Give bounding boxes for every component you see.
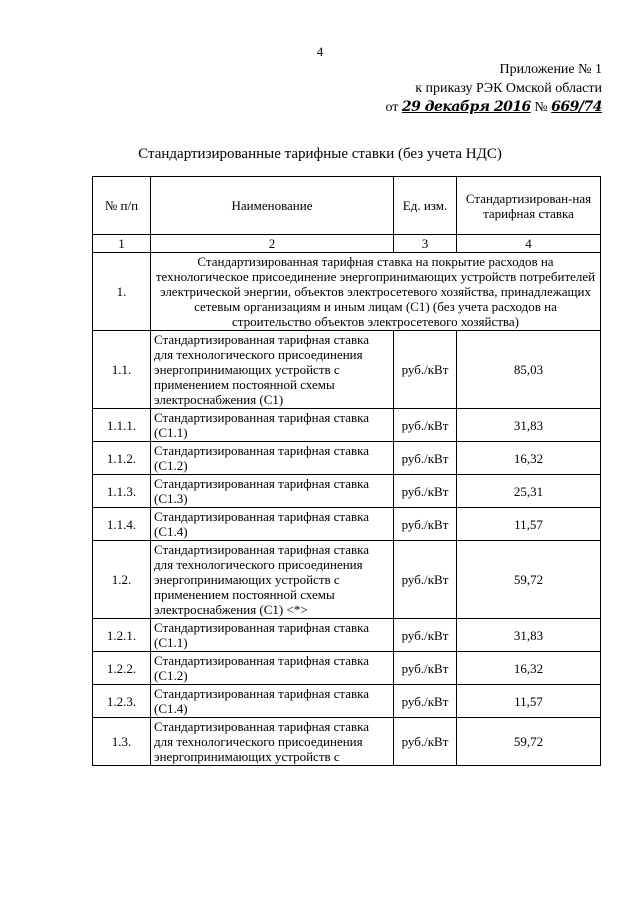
column-number-row — [93, 235, 601, 253]
row-value: 85,03 — [457, 331, 601, 409]
row-num: 1.1.4. — [93, 508, 151, 541]
row-value: 11,57 — [457, 685, 601, 718]
section-text: Стандартизированная тарифная ставка на покрытие расходов на технологическое присоединение энергопринимающих устройств потребителей электрической энергии, объектов электросетевого хозяйства, принадлежащих сетевым организациям и иным лицам (С1) (без учета расходов на строительство объектов электросетевого хозяйства) — [151, 253, 601, 331]
page-number: 4 — [316, 44, 324, 59]
row-num: 1.3. — [93, 718, 151, 766]
handwritten-date: 29 декабря 2016 — [401, 99, 531, 115]
header-unit: Ед. изм. — [394, 177, 457, 235]
row-unit: руб./кВт — [394, 409, 457, 442]
table-row — [93, 475, 601, 508]
column-number: 3 — [394, 235, 457, 253]
row-num: 1.2.3. — [93, 685, 151, 718]
row-num: 1.2.2. — [93, 652, 151, 685]
row-unit: руб./кВт — [394, 652, 457, 685]
table-header-row — [93, 177, 601, 235]
row-unit: руб./кВт — [394, 442, 457, 475]
row-value: 16,32 — [457, 442, 601, 475]
table-row — [93, 652, 601, 685]
section-num: 1. — [93, 253, 151, 331]
tariff-table — [92, 176, 601, 766]
header-value: Стандартизирован-ная тарифная ставка — [457, 177, 601, 235]
handwritten-order-number: 669/74 — [551, 99, 602, 115]
row-name: Стандартизированная тарифная ставка для технологического присоединения энергопринимающих устройств с применением постоянной схемы электроснабжения (С1) — [151, 331, 394, 409]
row-unit: руб./кВт — [394, 475, 457, 508]
row-num: 1.2.1. — [93, 619, 151, 652]
row-num: 1.1.3. — [93, 475, 151, 508]
row-name: Стандартизированная тарифная ставка (С1.2) — [151, 652, 394, 685]
row-name: Стандартизированная тарифная ставка (С1.2) — [151, 442, 394, 475]
row-value: 31,83 — [457, 409, 601, 442]
appendix-block — [385, 60, 602, 117]
row-name: Стандартизированная тарифная ставка (С1.1) — [151, 409, 394, 442]
row-num: 1.1.1. — [93, 409, 151, 442]
row-unit: руб./кВт — [394, 331, 457, 409]
section-row — [93, 253, 601, 331]
column-number: 4 — [457, 235, 601, 253]
column-number: 2 — [151, 235, 394, 253]
table-row — [93, 541, 601, 619]
header-num: № п/п — [93, 177, 151, 235]
row-name: Стандартизированная тарифная ставка (С1.3) — [151, 475, 394, 508]
table-row — [93, 442, 601, 475]
row-name: Стандартизированная тарифная ставка для технологического присоединения энергопринимающих устройств с — [151, 718, 394, 766]
table-row — [93, 718, 601, 766]
table-row — [93, 409, 601, 442]
row-value: 11,57 — [457, 508, 601, 541]
table-row — [93, 619, 601, 652]
row-value: 25,31 — [457, 475, 601, 508]
row-unit: руб./кВт — [394, 508, 457, 541]
row-unit: руб./кВт — [394, 619, 457, 652]
row-name: Стандартизированная тарифная ставка для технологического присоединения энергопринимающих устройств с применением постоянной схемы электроснабжения (С1) <*> — [151, 541, 394, 619]
row-unit: руб./кВт — [394, 718, 457, 766]
row-value: 59,72 — [457, 541, 601, 619]
row-value: 16,32 — [457, 652, 601, 685]
column-number: 1 — [93, 235, 151, 253]
row-num: 1.1. — [93, 331, 151, 409]
header-name: Наименование — [151, 177, 394, 235]
row-name: Стандартизированная тарифная ставка (С1.4) — [151, 508, 394, 541]
row-unit: руб./кВт — [394, 541, 457, 619]
appendix-number-label: № — [534, 100, 548, 115]
document-title: Стандартизированные тарифные ставки (без учета НДС) — [138, 146, 502, 162]
table-row — [93, 331, 601, 409]
row-value: 59,72 — [457, 718, 601, 766]
row-value: 31,83 — [457, 619, 601, 652]
table-row — [93, 508, 601, 541]
appendix-order-ref: к приказу РЭК Омской области — [415, 81, 602, 96]
row-unit: руб./кВт — [394, 685, 457, 718]
appendix-from-label: от — [385, 100, 399, 115]
table-row — [93, 685, 601, 718]
row-name: Стандартизированная тарифная ставка (С1.4) — [151, 685, 394, 718]
row-num: 1.2. — [93, 541, 151, 619]
appendix-date-line — [385, 98, 602, 117]
row-name: Стандартизированная тарифная ставка (С1.1) — [151, 619, 394, 652]
row-num: 1.1.2. — [93, 442, 151, 475]
appendix-title: Приложение № 1 — [499, 62, 602, 77]
